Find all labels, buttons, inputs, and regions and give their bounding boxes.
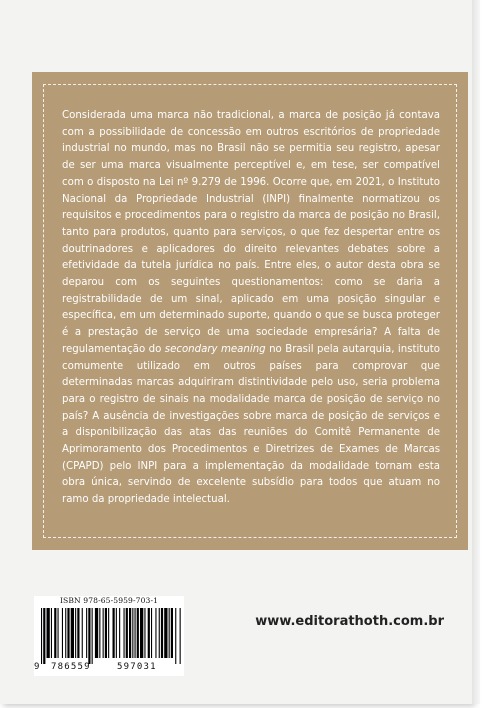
barcode-bar <box>113 608 115 658</box>
book-page-edge <box>472 0 480 704</box>
barcode-bar <box>180 608 181 664</box>
isbn-label: ISBN 978-65-5959-703-1 <box>59 596 159 605</box>
barcode-bar <box>86 608 87 658</box>
barcode-bar <box>129 608 131 658</box>
barcode-bar <box>144 608 145 658</box>
barcode-bar <box>137 608 139 658</box>
barcode-bar <box>62 608 63 658</box>
barcode-bar <box>47 608 50 658</box>
synopsis-panel <box>32 72 468 550</box>
barcode-bar <box>75 608 76 658</box>
barcode-bar <box>51 608 52 658</box>
barcode-bar <box>116 608 117 658</box>
barcode-bar <box>105 608 107 658</box>
barcode-bar <box>171 608 173 658</box>
synopsis-part-2: no Brasil pela autarquia, instituto comumente utilizado em outros países para comprovar que determinadas marcas adquiriram distintividade pelo uso, seria problema para o registro de sinais na modalidade marca de posição de serviço no país? A ausência de investigações sobre marca de posição de serviços e a disponibilização das atas das reuniões do Comitê Permanente de Aprimoramento dos Procedimentos e Diretrizes de Exames de Marcas (CPAPD) pelo INPI para a implementação da modalidade tornam esta obra única, servindo de excelente subsídio para todos que atuam no ramo da propriedade intelectual. <box>62 343 440 506</box>
barcode-bar <box>164 608 167 658</box>
barcode-bar <box>155 608 156 658</box>
barcode-bar <box>108 608 109 658</box>
barcode-bar <box>82 608 83 658</box>
barcode-bar <box>132 608 133 658</box>
barcode-bar <box>58 608 59 658</box>
barcode-bar <box>126 608 128 658</box>
barcode-bar <box>161 608 163 658</box>
barcode-bar <box>77 608 79 658</box>
synopsis-text <box>62 108 440 509</box>
barcode-bar <box>159 608 160 658</box>
barcode-bar <box>140 608 143 658</box>
barcode-bar <box>54 608 56 658</box>
barcode-digit-first: 9 <box>34 662 40 672</box>
barcode-bar <box>151 608 152 658</box>
barcode-bar <box>88 608 90 664</box>
barcode-digits-left: 786559 <box>51 662 91 672</box>
barcode-digits <box>34 662 184 674</box>
barcode-bar <box>71 608 74 658</box>
barcode-bar <box>99 608 100 658</box>
synopsis-part-1: Considerada uma marca não tradicional, a marca de posição já contava com a possibilidade de concessão em outros escritórios de propriedade industrial no mundo, mas no Brasil não se permitia seu registro, apesar de ser uma marca visualmente perceptível e, em tese, ser compatível com o disposto na Lei nº 9.279 de 1996. Ocorre que, em 2021, o Instituto Nacional da Propriedade Industrial (INPI) finalmente normatizou os requisitos e procedimentos para o registro da marca de posição no Brasil, tanto para produtos, quanto para serviços, o que fez despertar entre os doutrinadores e aplicadores do direito relevantes debates sobre a efetividade da tutela jurídica no país. Entre eles, o autor desta obra se deparou com os seguintes questionamentos: como se daria a registrabilidade de um sinal, aplicado em uma posição singular e específica, em um determinado suporte, quando o que se busca proteger é a prestação de serviço de uma sociedade empresária? A falta de regulamentação do <box>62 110 440 355</box>
publisher-website: www.editorathoth.com.br <box>255 614 444 629</box>
barcode-bar <box>124 608 125 658</box>
synopsis-italic-term: secondary meaning <box>164 343 266 355</box>
barcode-bar <box>119 608 120 658</box>
barcode-digits-right: 597031 <box>117 662 157 672</box>
isbn-barcode-box <box>34 596 184 676</box>
barcode-bar <box>92 608 93 664</box>
barcode-bar <box>148 608 150 658</box>
barcode-bar <box>103 608 104 658</box>
barcode-bar <box>95 608 98 658</box>
barcode-bar <box>41 608 42 664</box>
barcode-bar <box>169 608 170 658</box>
barcode-icon <box>41 608 181 664</box>
barcode-bar <box>67 608 69 658</box>
barcode-bar <box>175 608 176 664</box>
barcode-bar <box>65 608 66 658</box>
barcode-bar <box>135 608 136 658</box>
barcode-bar <box>43 608 45 664</box>
